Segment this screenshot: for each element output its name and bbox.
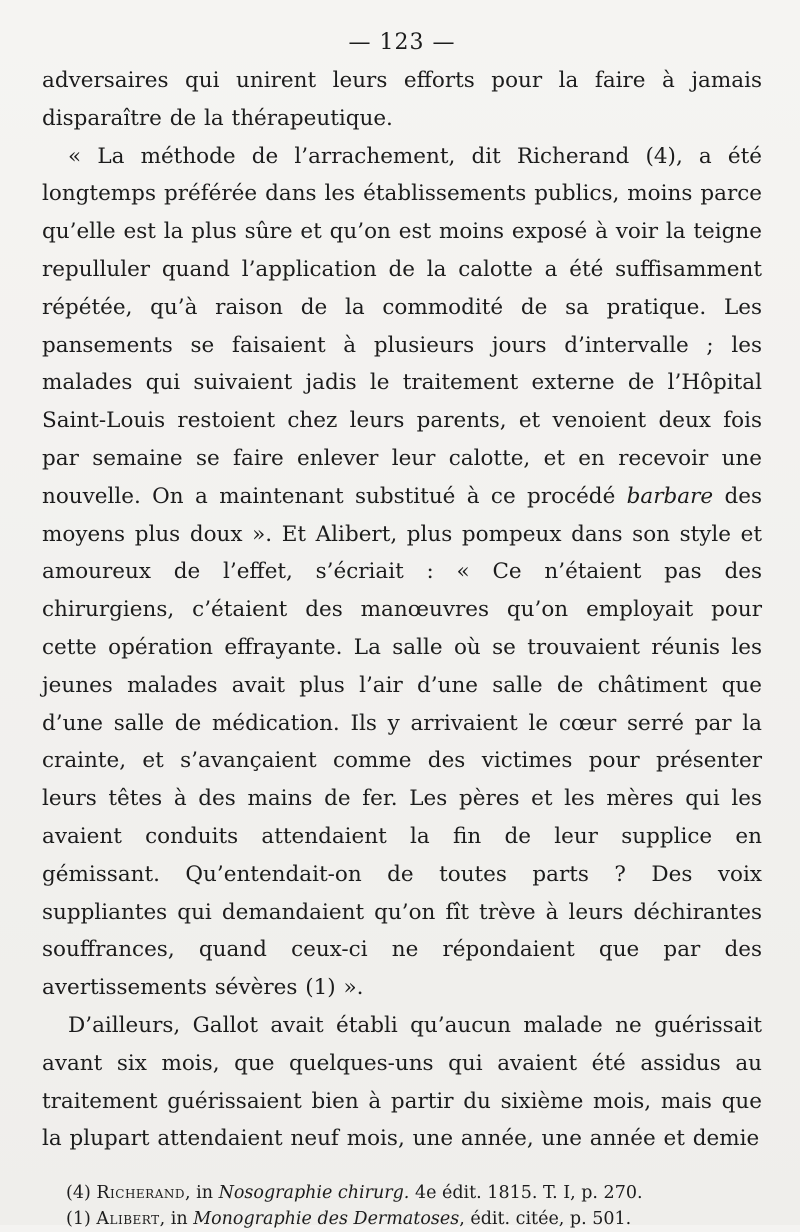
- paragraph-3-text: D’ailleurs, Gallot avait établi qu’aucun malade ne guérissait avant six mois, que quelques-uns qui avaient été assidus au traitement guérissaient bien à partir du sixième mois, mais que la plupart attendaient neuf mois, une année, une année et demie: [42, 1012, 762, 1152]
- paragraph-1-text: adversaires qui unirent leurs efforts pour la faire à jamais disparaître de la thérapeutique.: [42, 68, 762, 131]
- paragraph-2: [42, 138, 762, 1007]
- footnote-4-work: Nosographie chirurg.: [218, 1183, 410, 1204]
- footnote-4-rest: 4e édit. 1815. T. I, p. 270.: [409, 1183, 643, 1204]
- footnote-1-author: Alibert: [96, 1209, 160, 1230]
- footnote-4: [66, 1180, 762, 1206]
- footnote-1-rest: , édit. citée, p. 501.: [459, 1209, 632, 1230]
- footnote-4-sep: , in: [185, 1183, 219, 1204]
- footnote-1-mark: (1): [66, 1209, 97, 1230]
- paragraph-2-text-part-1: « La méthode de l’arrachement, dit Richerand (4), a été longtemps préférée dans les établissements publics, moins parce qu’elle est la plus sûre et qu’on est moins exposé à voir la teigne repulluler quand l’application de la calotte a été suffisamment répétée, qu’à raison de la commodité de sa pratique. Les pansements se faisaient à plusieurs jours d’intervalle ; les malades qui suivaient jadis le traitement externe de l’Hôpital Saint-Louis restoient chez leurs parents, et venoient deux fois par semaine se faire enlever leur calotte, et en recevoir une nouvelle. On a maintenant substitué à ce procédé: [42, 143, 762, 509]
- page-number: — 123 —: [348, 30, 456, 55]
- footnotes: [42, 1180, 762, 1232]
- body-text: [42, 62, 762, 1158]
- footnote-1-sep: , in: [159, 1209, 194, 1230]
- footnote-1: [66, 1206, 762, 1232]
- footnote-4-mark: (4): [66, 1183, 97, 1204]
- footnote-4-author: Richerand: [96, 1183, 186, 1204]
- paragraph-2-emphasis: barbare: [626, 483, 714, 509]
- footnote-1-work: Monographie des Dermatoses: [193, 1209, 460, 1230]
- paragraph-3: [42, 1007, 762, 1158]
- paragraph-1: [42, 62, 762, 138]
- paragraph-2-text-part-2: des moyens plus doux ». Et Alibert, plus pompeux dans son style et amoureux de l’effet, s’écriait : « Ce n’étaient pas des chirurgiens, c’étaient des manœuvres qu’on employait pour cette opération effrayante. La salle où se trouvaient réunis les jeunes malades avait plus l’air d’une salle de châtiment que d’une salle de médication. Ils y arrivaient le cœur serré par la crainte, et s’avançaient comme des victimes pour présenter leurs têtes à des mains de fer. Les pères et les mères qui les avaient conduits attendaient la fin de leur supplice en gémissant. Qu’entendait-on de toutes parts ? Des voix suppliantes qui demandaient qu’on fît trève à leurs déchirantes souffrances, quand ceux-ci ne répondaient que par des avertissements sévères (1) ».: [42, 483, 763, 1001]
